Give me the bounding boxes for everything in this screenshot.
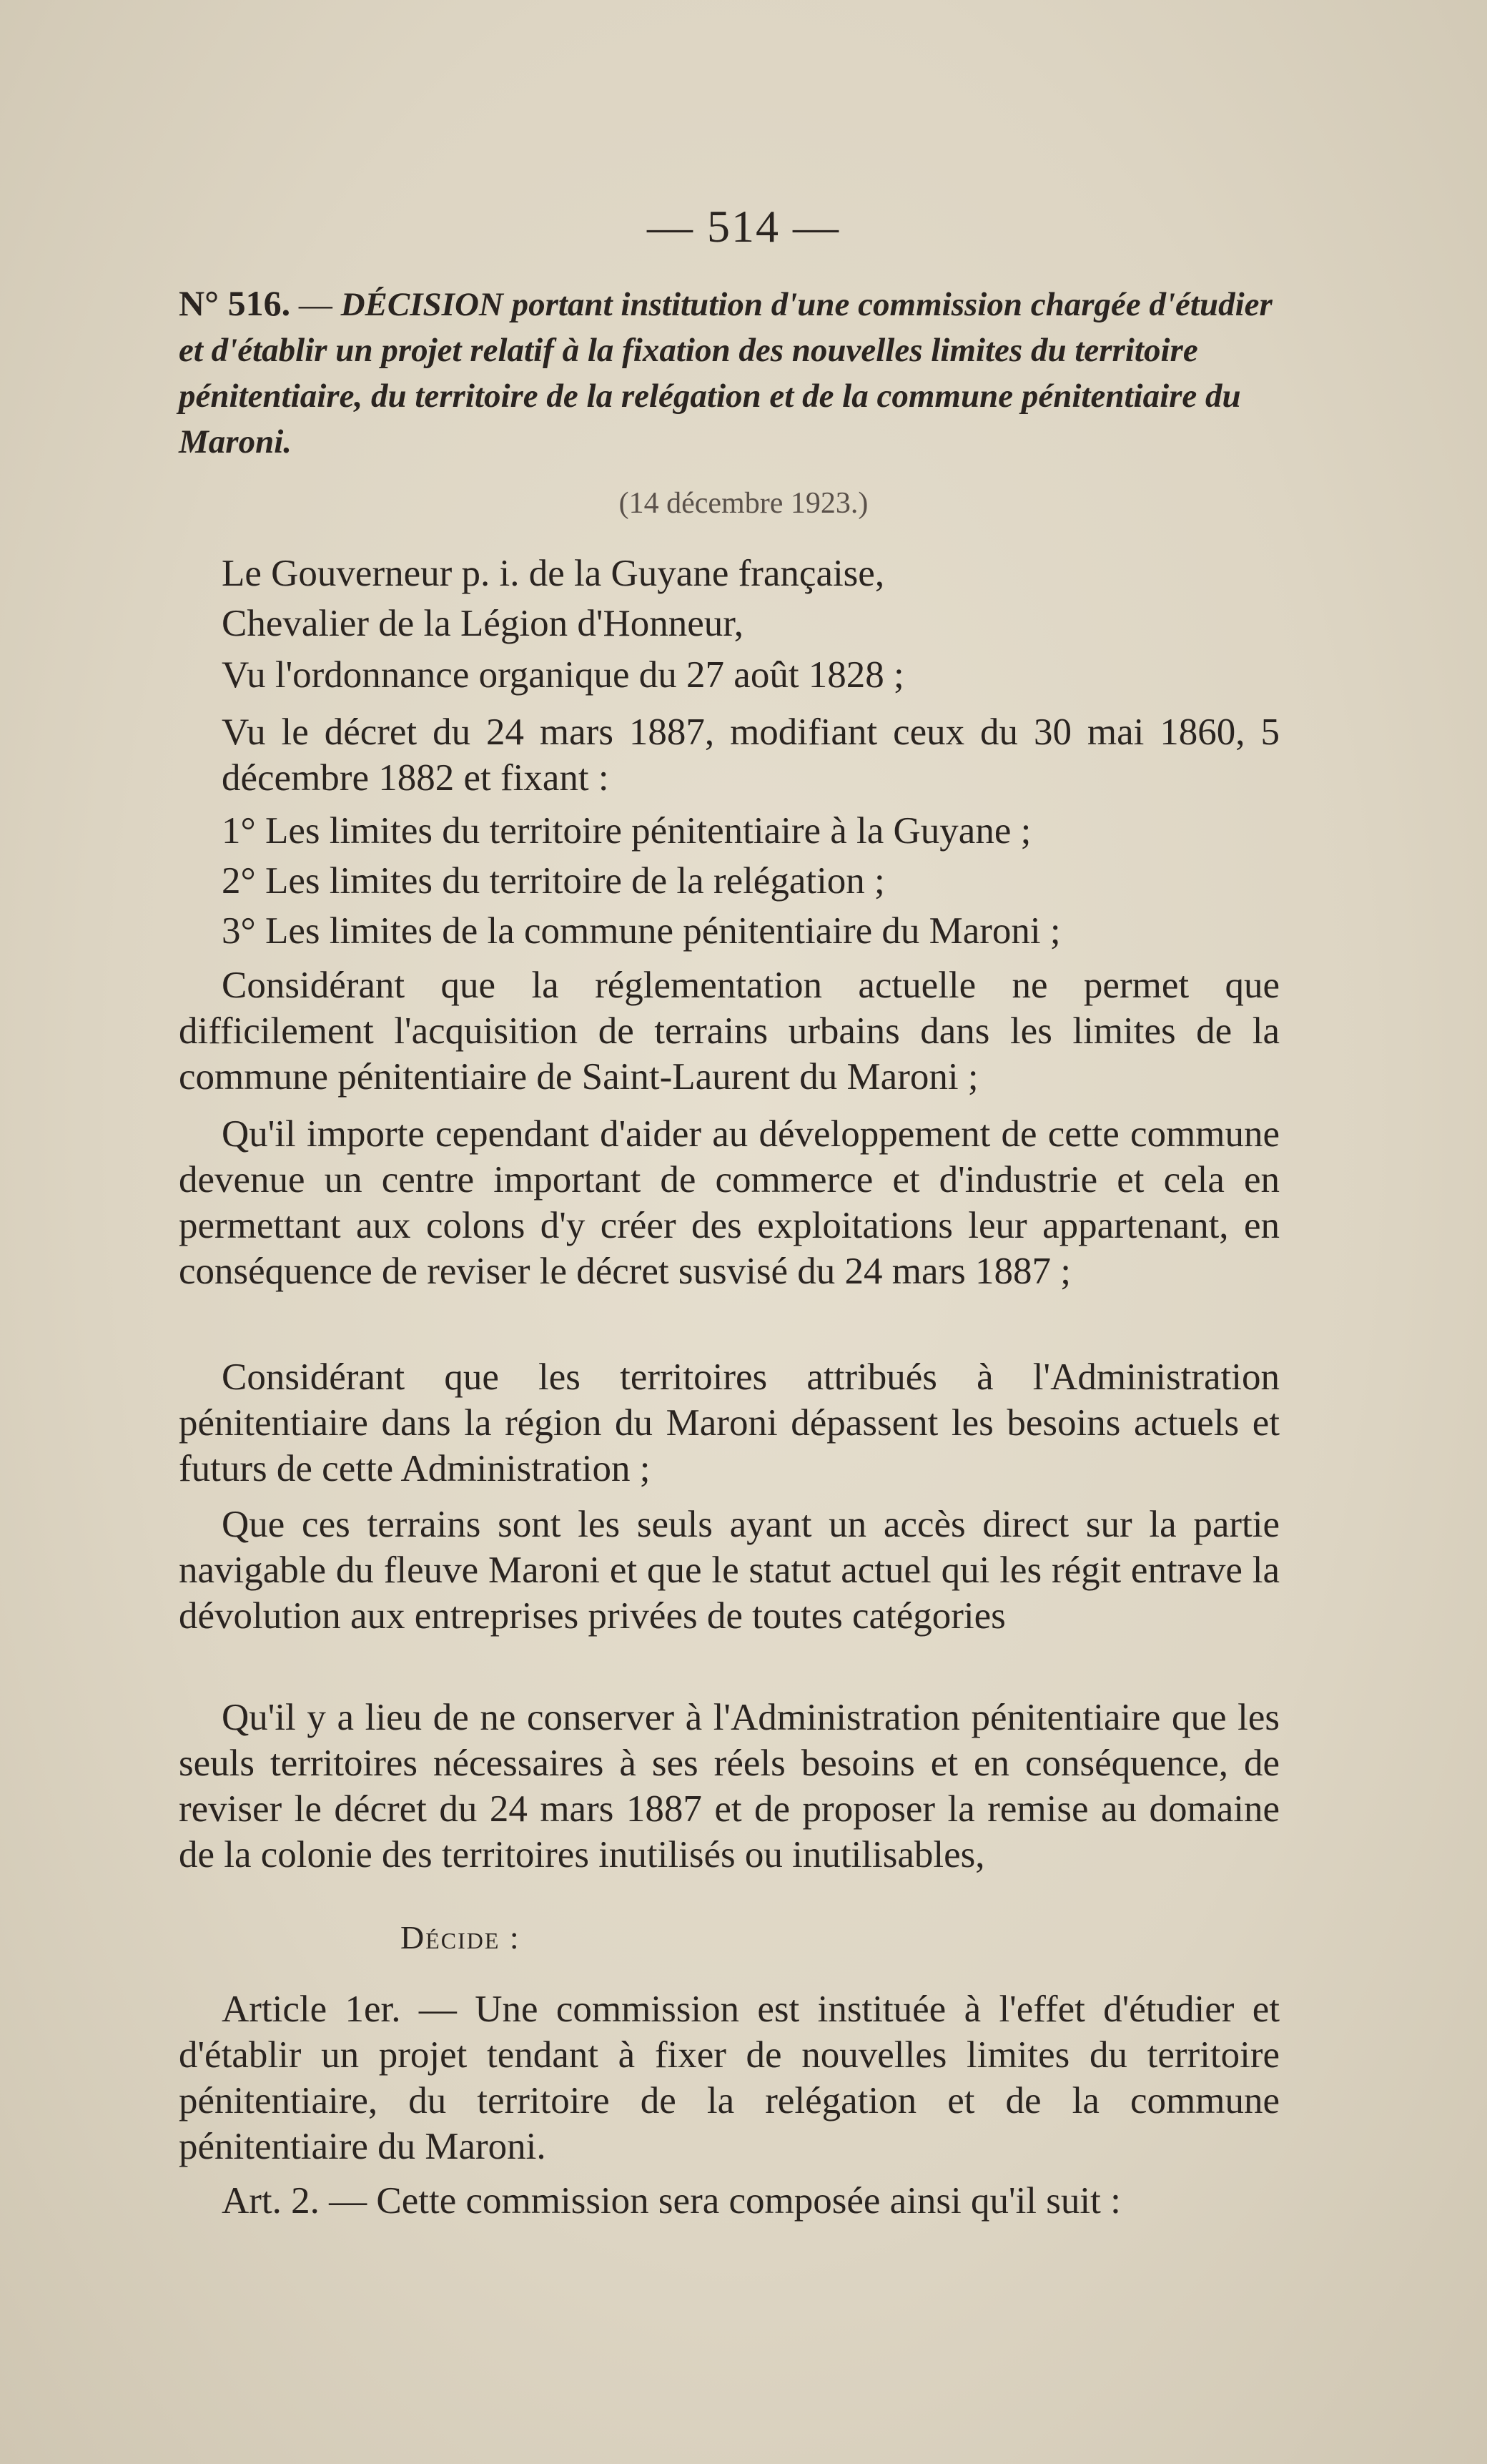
vu-decret: Vu le décret du 24 mars 1887, modifiant ceux du 30 mai 1860, 5 décembre 1882 et fixant : [222,711,1280,799]
governor-line: Le Gouverneur p. i. de la Guyane française, [222,553,885,594]
quil-importe: Qu'il importe cependant d'aider au développement de cette commune devenue un centre important de commerce et d'industrie et cela en permettant aux colons d'y créer des exploitations leur appartenant, en conséquence de reviser le décret susvisé du 24 mars 1887 ; [179,1113,1280,1292]
article-2: Art. 2. — Cette commission sera composée ainsi qu'il suit : [222,2180,1121,2222]
item-3: 3° Les limites de la commune pénitentiaire du Maroni ; [222,910,1061,952]
considerant-2: Considérant que les territoires attribués à l'Administration pénitentiaire dans la région du Maroni dépassent les besoins actuels et futurs de cette Administration ; [179,1356,1280,1489]
page-number: — 514 — [647,201,840,252]
decision-number: N° 516. [179,283,291,323]
decision-date: (14 décembre 1923.) [618,487,869,520]
decision-title: DÉCISION portant institution d'une commission chargée d'étudier et d'établir un projet relatif à la fixation des nouvelles limites du territoire pénitentiaire, du territoire de la relégation et de la commune pénitentiaire du Maroni. [179,286,1273,460]
que-ces-terrains: Que ces terrains sont les seuls ayant un accès direct sur la partie navigable du fleuve Maroni et que le statut actuel qui les régit entrave la dévolution aux entreprises privées de toutes catégories [179,1504,1280,1637]
heading-dash: — [290,286,341,323]
item-2: 2° Les limites du territoire de la relégation ; [222,860,885,902]
decision-heading [179,280,1290,465]
chevalier-line: Chevalier de la Légion d'Honneur, [222,603,744,644]
decide-heading: Décide : [400,1919,520,1956]
quil-y-a-lieu: Qu'il y a lieu de ne conserver à l'Administration pénitentiaire que les seuls territoires nécessaires à ses réels besoins et en conséquence, de reviser le décret du 24 mars 1887 et de proposer la remise au domaine de la colonie des territoires inutilisés ou inutilisables, [179,1697,1280,1876]
article-1: Article 1er. — Une commission est instituée à l'effet d'étudier et d'établir un projet tendant à fixer de nouvelles limites du territoire pénitentiaire, du territoire de la relégation et de la commune pénitentiaire du Maroni. [179,1989,1280,2167]
vu-ordonnance: Vu l'ordonnance organique du 27 août 1828 ; [222,654,904,696]
item-1: 1° Les limites du territoire pénitentiaire à la Guyane ; [222,810,1032,852]
considerant-1: Considérant que la réglementation actuelle ne permet que difficilement l'acquisition de terrains urbains dans les limites de la commune pénitentiaire de Saint-Laurent du Maroni ; [179,965,1280,1098]
